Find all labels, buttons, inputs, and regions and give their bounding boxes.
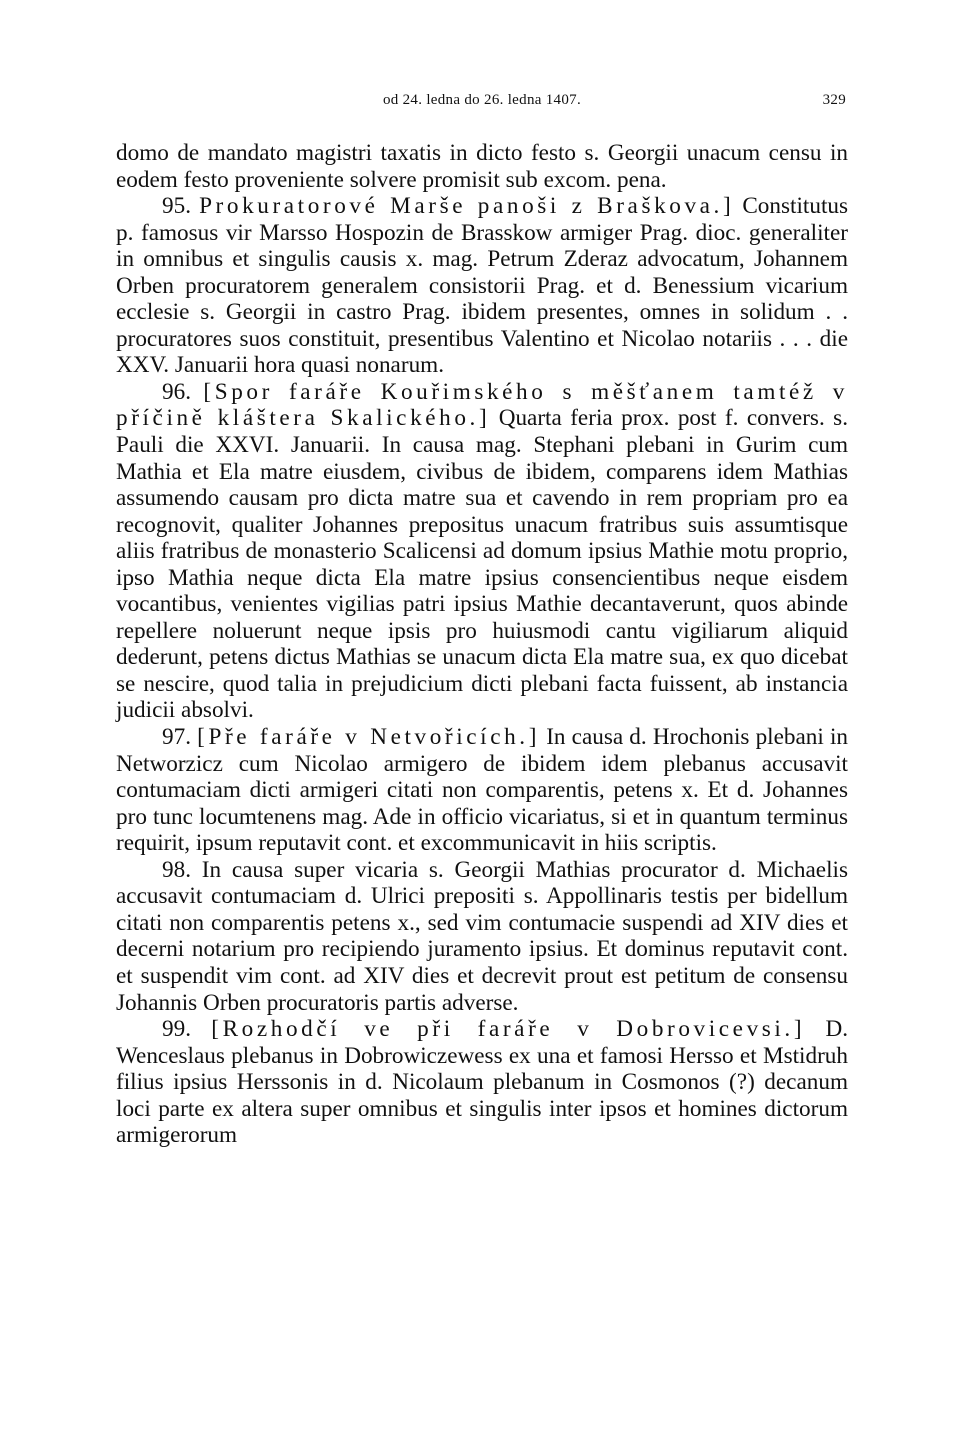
running-title: od 24. ledna do 26. ledna 1407. [382, 92, 581, 108]
entry-99 [116, 1016, 848, 1149]
entry-heading: [Spor faráře Kouřimského s měšťanem tamtéž v příčině kláštera Skalického.] [116, 378, 848, 432]
entry-96 [116, 379, 848, 724]
entry-number: 95. [162, 193, 191, 220]
page-number: 329 [822, 92, 846, 108]
entry-number: 96. [162, 378, 191, 405]
running-head [116, 92, 848, 112]
entry-95 [116, 193, 848, 379]
text-body [116, 140, 848, 1149]
entry-text: In causa d. Hrochonis plebani in Networzicz cum Nicolao armigero de ibidem idem plebanus accusavit contumaciam dicti armigeri citati non comparentis, petens x. Et d. Johannes pro tunc locumtenens mag. Ade in officio vicariatus, si et in quantum terminus requirit, ipsum reputavit cont. et excommunicavit in hiis scriptis. [116, 724, 849, 857]
entry-text: In causa super vicaria s. Georgii Mathias procurator d. Michaelis accusavit contumaciam d. Ulrici prepositi s. Appollinaris testis per bidellum citati non comparentis petens x., sed vim contumacie suspendi ad XIV dies et decerni notarium pro recipiendo juramento ipsius. Et dominus reputavit cont. et suspendit vim cont. ad XIV dies et decrevit prout est petitum de consensu Johannis Orben procuratoris partis adverse. [116, 856, 849, 1016]
entry-number: 97. [162, 724, 191, 751]
paragraph-text: domo de mandato magistri taxatis in dicto festo s. Georgii unacum censu in eodem festo proveniente solvere promisit sub excom. pena. [116, 140, 848, 193]
entry-97 [116, 724, 848, 857]
continuation-paragraph [116, 140, 848, 193]
entry-heading: Prokuratorové Marše panoši z Braškova.] [199, 193, 735, 220]
entry-text: Quarta feria prox. post f. convers. s. Pauli die XXVI. Januarii. In causa mag. Stephani plebani in Gurim cum Mathia et Ela matre eiusdem, civibus de ibidem, comparens idem Mathias assumendo causam pro dicta matre sua et cavendo in rem propriam pro ea recognovit, qualiter Johannes prepositus unacum fratribus suis assumtisque aliis fratribus de monasterio Scalicensi ad domum ipsius Mathie motu proprio, ipso Mathia neque dicta Ela matre ipsius consencientibus neque eisdem vocantibus, venientes vigilias patri ipsius Mathie decantaverunt, quos abinde repellere noluerunt neque ipsis pro huiusmodi cantu vigiliarum aliquid dederunt, petens dictus Mathias se unacum dicta Ela matre sua, ex quo dicebat se nescire, quod talia in prejudicium dicti plebani facta fuissent, ab instancia judicii absolvi. [116, 405, 848, 724]
entry-98 [116, 857, 848, 1016]
entry-heading: [Pře faráře v Netvořicích.] [197, 724, 541, 751]
entry-text: Constitutus p. famosus vir Marsso Hospozin de Brasskow armiger Prag. dioc. generaliter in omnibus et singulis causis x. mag. Petrum Zderaz advocatum, Johannem Orben procuratorem generalem consistorii Prag. et d. Benessium vicarium ecclesie s. Georgii in castro Prag. ibidem presentes, omnes in solidum . . procuratores suos constituit, presentibus Valentino et Nicolao notariis . . . die XXV. Januarii hora quasi nonarum. [116, 193, 849, 379]
entry-text: D. Wenceslaus plebanus in Dobrowiczewess ex una et famosi Hersso et Mstidruh filius ipsius Herssonis in d. Nicolaum plebanum in Cosmonos (?) decanum loci parte ex altera super omnibus et singulis inter ipsos et homines dictorum armigerorum [116, 1016, 849, 1149]
entry-heading: [Rozhodčí ve při faráře v Dobrovicevsi.] [211, 1016, 806, 1043]
entry-number: 99. [162, 1016, 191, 1043]
entry-number: 98. [162, 856, 191, 883]
